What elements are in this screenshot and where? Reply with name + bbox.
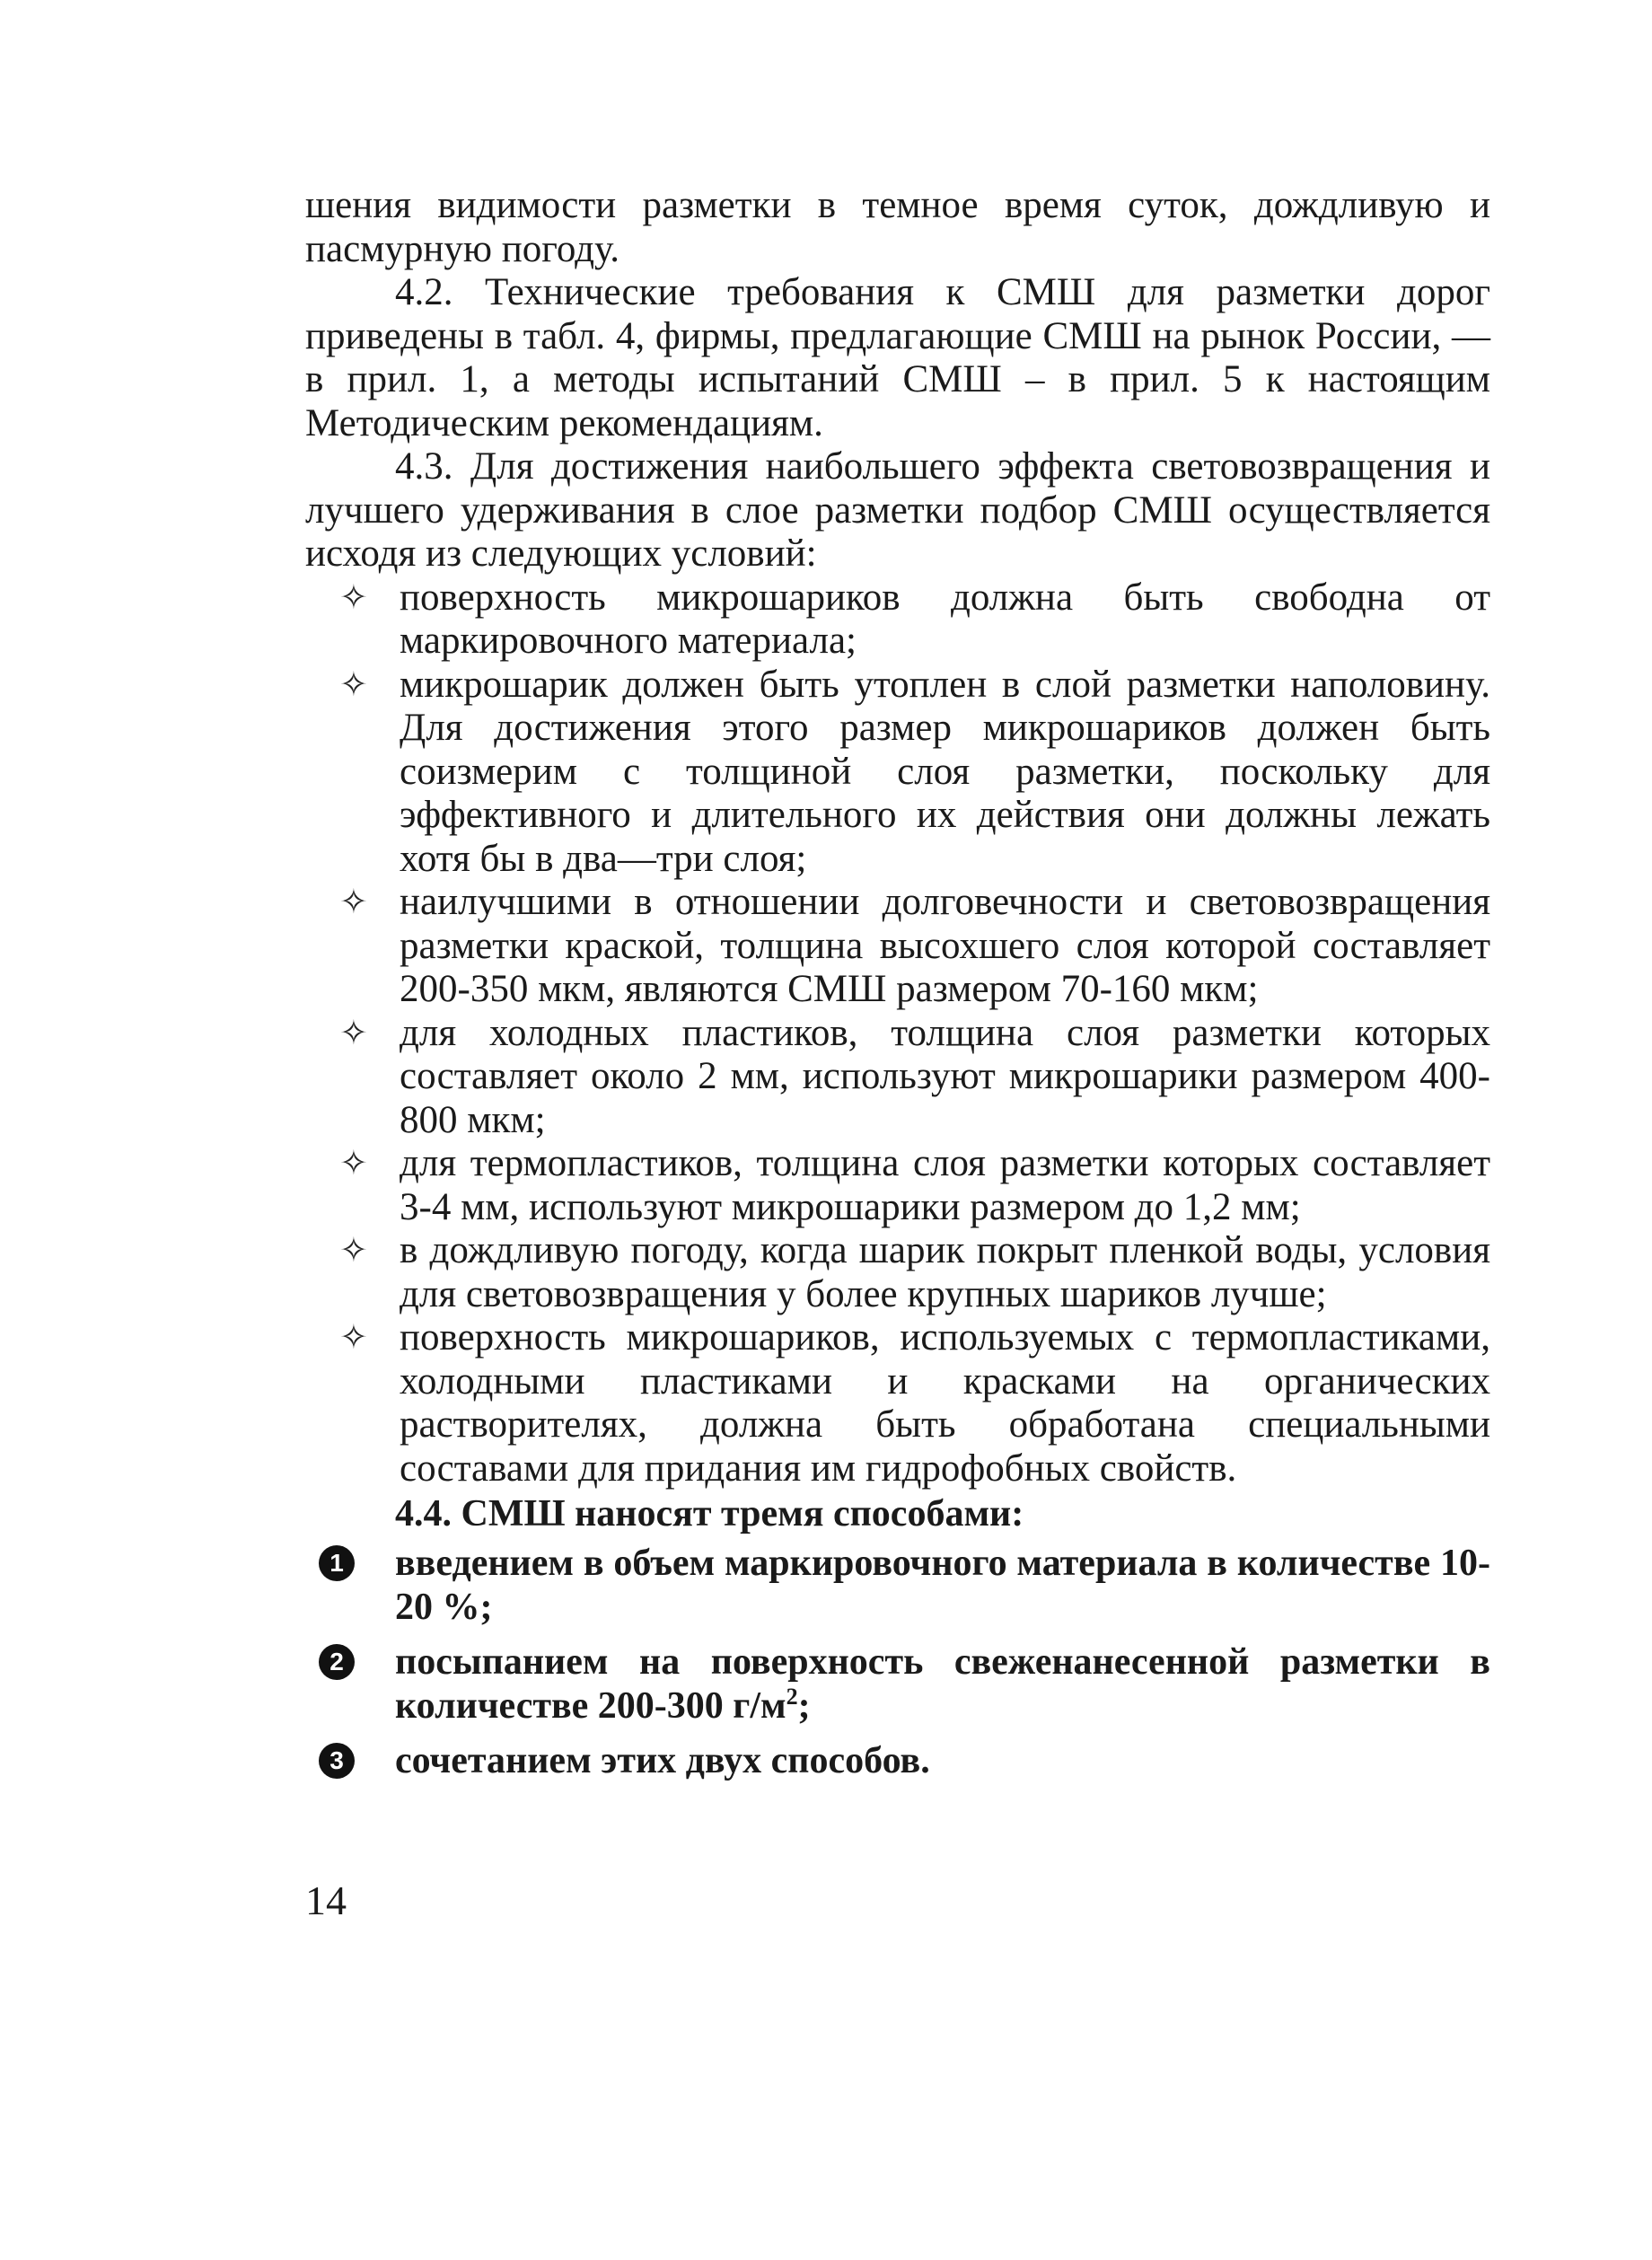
- page-number: 14: [305, 1877, 347, 1923]
- list-item-text: микрошарик должен быть утоплен в слой разметки наполовину. Для достижения этого размер микрошариков должен быть соизмерим с толщиной слоя разметки, поскольку для эффективного и длительного их действия они должны лежать хотя бы в два—три слоя;: [400, 663, 1490, 880]
- section-4-4: [305, 1492, 1490, 1783]
- number-one-circle-icon: 1: [319, 1545, 355, 1581]
- diamond-star-icon: ✧: [339, 1232, 368, 1270]
- diamond-star-icon: ✧: [339, 665, 368, 704]
- methods-list: [305, 1542, 1490, 1783]
- diamond-star-icon: ✧: [339, 1319, 368, 1357]
- list-item: [305, 1142, 1490, 1229]
- conditions-list: [305, 576, 1490, 1491]
- method-text: сочетанием этих двух способов.: [395, 1740, 930, 1781]
- paragraph-4-3: 4.3. Для достижения наибольшего эффекта световозвращения и лучшего удерживания в слое разметки подбор СМШ осуществляется исходя из следующих условий:: [305, 445, 1490, 575]
- method-text-end: ;: [797, 1685, 811, 1727]
- list-item: [305, 1012, 1490, 1143]
- method-item-3: [305, 1739, 1490, 1783]
- list-item-text: поверхность микрошариков, используемых с термопластиками, холодными пластиками и красками на органических растворителях, должна быть обработана специальными составами для придания им гидрофобных свойств.: [400, 1316, 1490, 1490]
- list-item-text: для термопластиков, толщина слоя разметки которых составляет 3-4 мм, используют микрошарики размером до 1,2 мм;: [400, 1142, 1490, 1228]
- diamond-star-icon: ✧: [339, 578, 368, 617]
- list-item-text: для холодных пластиков, толщина слоя разметки которых составляет около 2 мм, используют микрошарики размером 400-800 мкм;: [400, 1011, 1490, 1141]
- list-item-text: в дождливую погоду, когда шарик покрыт пленкой воды, условия для световозвращения у более крупных шариков лучше;: [400, 1229, 1490, 1315]
- method-text: посыпанием на поверхность свеженанесенной разметки в количестве 200-300 г/м: [395, 1641, 1490, 1727]
- method-item-2: [305, 1640, 1490, 1728]
- page-body: [305, 184, 1490, 1794]
- method-item-1: [305, 1542, 1490, 1630]
- method-text: введением в объем маркировочного материала в количестве 10-20 %;: [395, 1543, 1490, 1628]
- list-item: [305, 1316, 1490, 1491]
- superscript: 2: [786, 1684, 798, 1710]
- paragraph-continuation: шения видимости разметки в темное время суток, дождливую и пасмурную погоду.: [305, 184, 1490, 270]
- diamond-star-icon: ✧: [339, 884, 368, 921]
- list-item: [305, 881, 1490, 1012]
- list-item: [305, 576, 1490, 664]
- list-item-text: наилучшими в отношении долговечности и световозвращения разметки краской, толщина высохшего слоя которой составляет 200-350 мкм, являются СМШ размером 70-160 мкм;: [400, 881, 1490, 1010]
- number-three-circle-icon: 3: [319, 1743, 355, 1779]
- section-4-4-heading: 4.4. СМШ наносят тремя способами:: [395, 1493, 1024, 1535]
- list-item: [305, 664, 1490, 882]
- list-item-text: поверхность микрошариков должна быть свободна от маркировочного материала;: [400, 576, 1490, 662]
- diamond-star-icon: ✧: [339, 1014, 368, 1052]
- paragraph-4-2: 4.2. Технические требования к СМШ для разметки дорог приведены в табл. 4, фирмы, предлагающие СМШ на рынок России, — в прил. 1, а методы испытаний СМШ – в прил. 5 к настоящим Методическим рекомендациям.: [305, 271, 1490, 444]
- list-item: [305, 1229, 1490, 1316]
- number-two-circle-icon: 2: [319, 1644, 355, 1680]
- diamond-star-icon: ✧: [339, 1145, 368, 1183]
